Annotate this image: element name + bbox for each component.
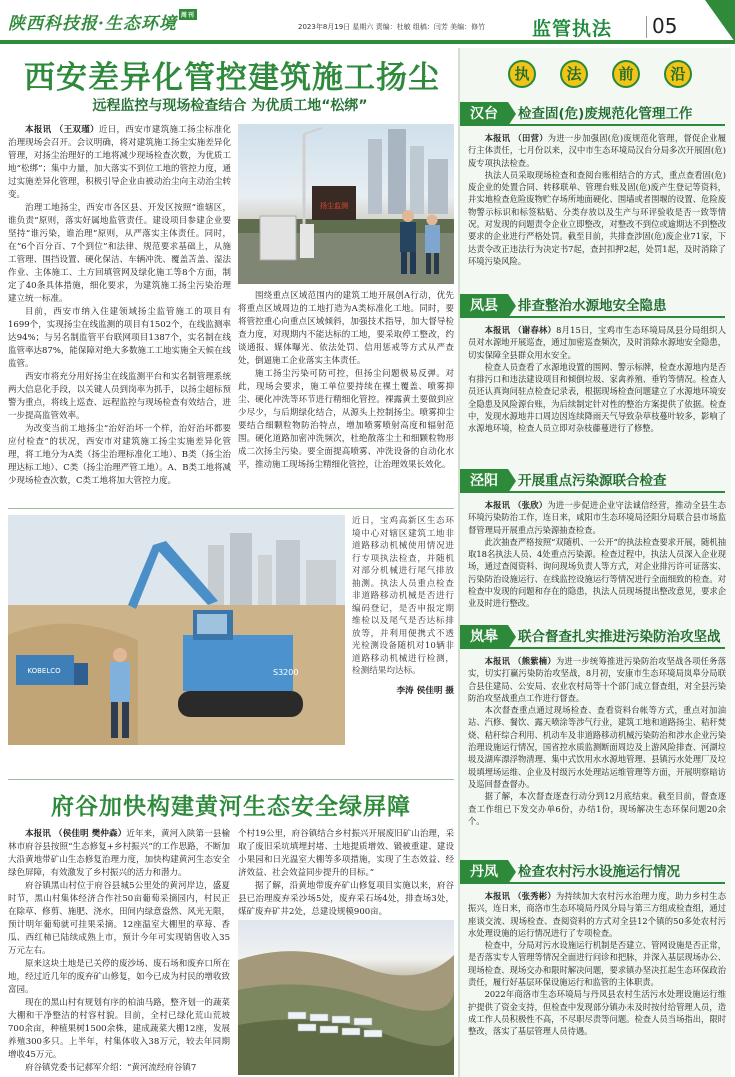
article2-para: 现在的黑山村有规划有序的柏油马路，整齐划一的蔬菜大棚和干净整洁的村容村貌。目前，全村已绿化荒山荒坡700余亩，种植果树1500余株，建成蔬菜大棚12座，发展养殖300多只。上半年，村集体收入38万元，较去年同期增收45万元。 [8, 998, 230, 1060]
banner-char: 法 [560, 60, 588, 88]
excavator-illustration [8, 515, 345, 745]
article1-title: 西安差异化管控建筑施工扬尘 [24, 60, 440, 96]
news-item-header [460, 625, 731, 649]
excavator-photo [8, 515, 345, 745]
news-place: 汉台 [460, 102, 508, 126]
photo-caption-block [352, 515, 454, 696]
news-item-header [460, 860, 731, 884]
machine-plate-text: S3200 [273, 668, 299, 677]
article2-para: 府谷镇黑山村位于府谷县城5公里处的黄河岸边，盛夏时节，黑山村集体经济合作社50亩葡萄采摘园内，村民正在除草、修剪、施肥、浇水，田间内绿意盎然、风光无限，预计明年葡萄就可挂果采摘。12座温室大棚里的草莓、香瓜、西红柿已陆续成熟上市，预计今年可实现销售收入35万元左右。 [8, 881, 230, 956]
section-divider [8, 508, 454, 509]
article1-para: 围绕重点区域范围内的建筑工地开展创A行动，优先将重点区域周边的工地打造为A类标准化工地。同时，要将管控重心向重点区域倾斜，加强技术指导，加大督导检查力度，对现期内不能达标的工地，要采取停工整改，约谈通报、媒体曝光、依法处罚、信用惩戒等方式从严查处，倒逼施工企业落实主体责任。 [238, 291, 454, 366]
article2-title: 府谷加快构建黄河生态安全绿屏障 [51, 794, 411, 820]
news-title: 联合督查扎实推进污染防治攻坚战 [518, 629, 721, 645]
news-title: 开展重点污染源联合检查 [518, 473, 667, 489]
article2-para: 本报讯 （侯佳明 樊仲森）近年来，黄河入陕第一县榆林市府谷县按照“生态修复+乡村振兴”的工作思路，不断加大沿黄地带矿山生态修复治理力度，加快构建黄河生态安全绿色屏障，有效激发了乡村振兴的活力和潜力。 [8, 829, 230, 878]
monitoring-station-illustration [238, 124, 454, 284]
machine-brand-text: KOBELCO [27, 667, 61, 675]
photo-caption: 近日，宝鸡高新区生态环境中心对辖区建筑工地非道路移动机械使用情况进行专项执法检查，并随机对部分机械进行尾气排放抽测。执法人员重点检查非道路移动机械是否进行编码登记，是否申报定期维检以及尾气是否达标排放等，并利用便携式不透光检测设备随机对10辆非道路移动机械进行检测，检测结果均达标。 [352, 516, 454, 676]
banner-char: 沿 [664, 60, 692, 88]
article2-column1 [8, 828, 230, 1075]
article1-column1 [8, 124, 231, 488]
section-title: 监管执法 [532, 18, 613, 40]
article1-para: 施工扬尘污染可防可控，但扬尘问题极易反弹。对此，现场会要求，施工单位要持续在裸土覆盖、喷雾抑尘、硬化冲洗等环节进行精细化管控。裸露黄土要做到应少尽少，与后期绿化结合，从源头上控制扬尘。喷雾抑尘要结合细颗粒物防治特点，增加喷雾喷射高度和辐射范围。硬化道路加密冲洗频次，杜绝散落尘土和细颗粒物形成二次扬尘污染。要全面提高喷雾、冲洗设备的自动化水平，推动施工现场扬尘精细化管控，让治理效果长效化。 [238, 369, 454, 470]
article2-para: 据了解，沿黄地带废弃矿山修复项目实施以来，府谷县已治理废弃采沙场5处，废弃采石场4处，排查场3处，煤矿废弃矿井2处，总建设规模900亩。 [238, 881, 454, 917]
enforcement-frontline-banner [508, 56, 698, 92]
article1-para: 治理工地扬尘，西安市各区县、开发区按照“谁辖区，谁负责”原则，落实好属地监管责任。建设项目参建企业要坚持“谁污染，谁治理”原则，从严落实主体责任。同时，在“6个百分百、7个到位”和法律、规范要求基础上，从施工管理、围挡设置、硬化保洁、车辆冲洗、覆盖苫盖、湿法作业、主体施工、土方回填管网及绿化施工等8个方面，制定了40条具体措施，细化要求，为建筑施工扬尘污染治理建立统一标准。 [8, 203, 231, 304]
right-column [458, 48, 731, 1077]
news-body: 本报讯 （谢春林）8月15日，宝鸡市生态环境局凤县分局组织人员对水源地开展巡查，通过加密巡查频次，及时消除水源地安全隐患，切实保障全县群众用水安全。 检查人员查看了水源地设置的围网、警示标牌，检查水源地内是否有排污口和违法建设项目和倾倒垃圾、家禽养殖、垂钓等情况。检查人员还认真询问驻点检查记录表，根据现场检查问题建立了水源地环境安全隐患及风险源台账，为后续制定针对性的整治方案提供了依据。检查中，发现水源地井口周边因连续降雨天气导致杂草枝蔓叶较多，影响了水源地环境，检查人员立即对杂枝藤蔓进行了修整。 [468, 325, 726, 434]
corner-decoration [705, 0, 735, 42]
issue-info: 2023年8月19日 星期六 责编：杜敏 组稿：闫芳 美编：修竹 [298, 23, 486, 31]
news-item-header [460, 294, 731, 318]
article1-photo [238, 124, 454, 284]
news-byline: 本报讯 （谢春林） [484, 325, 557, 335]
article2-column2 [238, 828, 454, 919]
aerial-landscape-illustration [238, 920, 454, 1075]
news-byline: 本报讯 （田营） [484, 133, 548, 143]
news-place: 岚皋 [460, 625, 508, 649]
article2-para: 原来这块土地是已关停的废沙场、废石场和废弃口所在地，经过近几年的废弃矿山修复，如今已成为村民的增收致富园。 [8, 959, 230, 995]
article1-para: 为改变当前工地扬尘“治好治坏一个样，治好治坏都要应付检查”的状况，西安市对建筑施工扬尘实施差异化管理，将工地分为A类（扬尘治理标准化工地）、B类（扬尘治理达标工地）、C类（扬尘治理严管工地）。A、B类工地将减少现场检查次数，C类工地将加大管控力度。 [8, 424, 231, 486]
news-title: 检查固(危)废规范化管理工作 [518, 106, 693, 122]
news-title: 排查整治水源地安全隐患 [518, 298, 667, 314]
article1-column2 [238, 290, 454, 472]
news-body: 本报讯 （张秀彬）为持续加大农村污水治理力度，助力乡村生态振兴，连日来，商洛市生态环境局丹凤分局与第三方组成检查组，通过座谈交流、现场检查、查阅资料的方式对全县12个镇的50多处农村污水处理设施的运行情况进行了专项检查。 检查中，分局对污水设施运行机制是否建立、管网设施是否正常，是否落实专人管理等情况全面进行问诊和把脉，并深入基层现场办公、现场检查、现场交办和限时解决问题，要求镇办坚决扛起生态环保政治责任，履行好基层环保设施运行和监管的主体职责。 2022年商洛市生态环境局与丹凤县农村生活污水处理设施运行维护提供了资金支持，但检查中发现部分镇办未及时按付给管理人员，造成工作人员积极性不高，不尽职尽责等问题。检查人员当场指出，限时整改，落实了基层管理人员待遇。 [468, 891, 726, 1037]
article1-byline: 本报讯 （王双瑾） [25, 125, 99, 135]
news-item-header [460, 469, 731, 493]
article1-para: 西安市将充分用好扬尘在线监测平台和实名制管理系统两大信息化手段，以关键人员到岗率为抓手，以扬尘超标预警为重点，将线上巡查、远程监控与现场检查有效结合，进一步提高监管效率。 [8, 372, 231, 421]
paper-name: 陕西科技报·生态环境 [8, 14, 177, 34]
paper-tag: 周刊 [179, 9, 197, 20]
article2-para: 府谷镇党委书记郝军介绍：“黄河流经府谷镇7 [25, 1063, 197, 1073]
article2-byline: 本报讯 （侯佳明 樊仲森） [25, 829, 127, 839]
article1-subtitle: 远程监控与现场检查结合 为优质工地“松绑” [92, 98, 368, 114]
news-item-header [460, 102, 731, 126]
page-number: 05 [652, 14, 678, 38]
banner-char: 前 [612, 60, 640, 88]
header-rule [0, 40, 735, 44]
news-place: 丹凤 [460, 860, 508, 884]
article1-para: 目前，西安市纳入住建领域扬尘监管施工的项目有1699个，实现扬尘在线监测的项目有1502个，在线监测率达94%；与另名制监管平台联网项目1387个，实名制在线监管率达87%，能保障对绝大多数施工工地实施全天候在线监管。 [8, 307, 231, 369]
news-place: 凤县 [460, 294, 508, 318]
masthead [0, 0, 735, 42]
article1-para: 本报讯 （王双瑾）近日，西安市建筑施工扬尘标准化治理现场会召开。会议明确，将对建筑施工扬尘实施差异化管理，对扬尘治理好的工地将减少现场检查次数，为优质工地“松绑”；集中力量，加大落实不到位工地的管控力度，通过实施差异化管理，积极引导企业由被动治尘向主动治尘转变。 [8, 125, 231, 200]
photo-credit: 李涛 侯佳明 摄 [396, 685, 454, 696]
article2-para: 个村19公里，府谷镇结合乡村振兴开展废旧矿山治理，采取了废旧采坑填埋封堵、土地提质增效、锻被重建、建设小果园和日光温室大棚等多项措施，实现了生态效益、经济效益、社会效益同步提升的目标。” [238, 829, 454, 878]
banner-char: 执 [508, 60, 536, 88]
news-place: 泾阳 [460, 469, 508, 493]
news-byline: 本报讯 （熊紫楠） [484, 656, 556, 666]
section-divider [8, 779, 454, 780]
news-body: 本报讯 （熊紫楠）为进一步统筹推进污染防治攻坚战各项任务落实，切实打赢污染防治攻坚战，8月初，安康市生态环境局岚皋分局联合县住建局、公安局、农业农村局等十个部门成立督查组，对全县污染防治攻坚战重点工作进行督查。 本次督查重点通过现场检查、查看资料台帐等方式，重点对加油站、汽修、餐饮、露天喷涂等涉气行业，建筑工地和道路扬尘、秸秆焚烧、秸秆综合利用、机动车及非道路移动机械污染防治和涉水企业污染治理设施运行情况，国省控水质监测断面周边及上游风险排查、河湖垃圾及湖库漂浮物清理、集中式饮用水水源地管理、县镇污水处理厂及垃圾填埋场运维、企业及村级污水处理站运维管理等方面，开展明察暗访及巡回督查督办。 据了解，本次督查逐查行动分到12月底结束。截至目前，督查逐查工作组已下发交办单6份，办结1份，现场解决生态环保问题20余个。 [468, 656, 726, 826]
news-body: 本报讯 （张欣）为进一步促进企业守法诚信经营，推动全县生态环境污染防治工作，连日来，咸阳市生态环境局泾阳分局联合县市场监督管理局开展重点污染源抽查检查。 此次抽查严格按照“双随机、一公开”的执法检查要求开展，随机抽取18名执法人员、4处重点污染源。检查过程中，执法人员深入企业现场，通过查阅资料、询问现场负责人等方式，对企业排污许可证落实、污染防治设施运行、在线监控设施运行等情况进行全面细致的检查。对检查中发现的问题和存在的隐患，执法人员现场提出整改意见，要求企业及时进行整改。 [468, 500, 726, 609]
news-byline: 本报讯 （张欣） [484, 500, 548, 510]
news-body: 本报讯 （田营）为进一步加强固(危)废规范化管理，督促企业履行主体责任，七月份以来，汉中市生态环境局汉台分局多次开展固(危)废专项执法检查。 执法人员采取现场检查和查阅台账相结合的方式，重点查看固(危)废企业的处置合同、转移联单、管理台账及固(危)废产生登记等资料，并实地检查危险废物贮存场所地面硬化、围墙或者围堰的设置、危险废物警示标识和标签粘贴、分类存放以及生产与环评验收是否一致等情况。对发现的问题责令企业立即整改，对整改不到位或逾期达不到整改要求的企业进行严格处罚。截至目前，共排查涉固(危)废企业71家，下达责令改正违法行为决定书7起，查封扣押2起，处罚1起，及时消除了环境污染风险。 [468, 133, 726, 266]
news-title: 检查农村污水设施运行情况 [518, 864, 680, 880]
monitor-screen-text: 扬尘监测 [320, 202, 348, 210]
news-byline: 本报讯 （张秀彬） [484, 891, 556, 901]
aerial-photo [238, 920, 454, 1075]
paper-logo [8, 9, 197, 34]
